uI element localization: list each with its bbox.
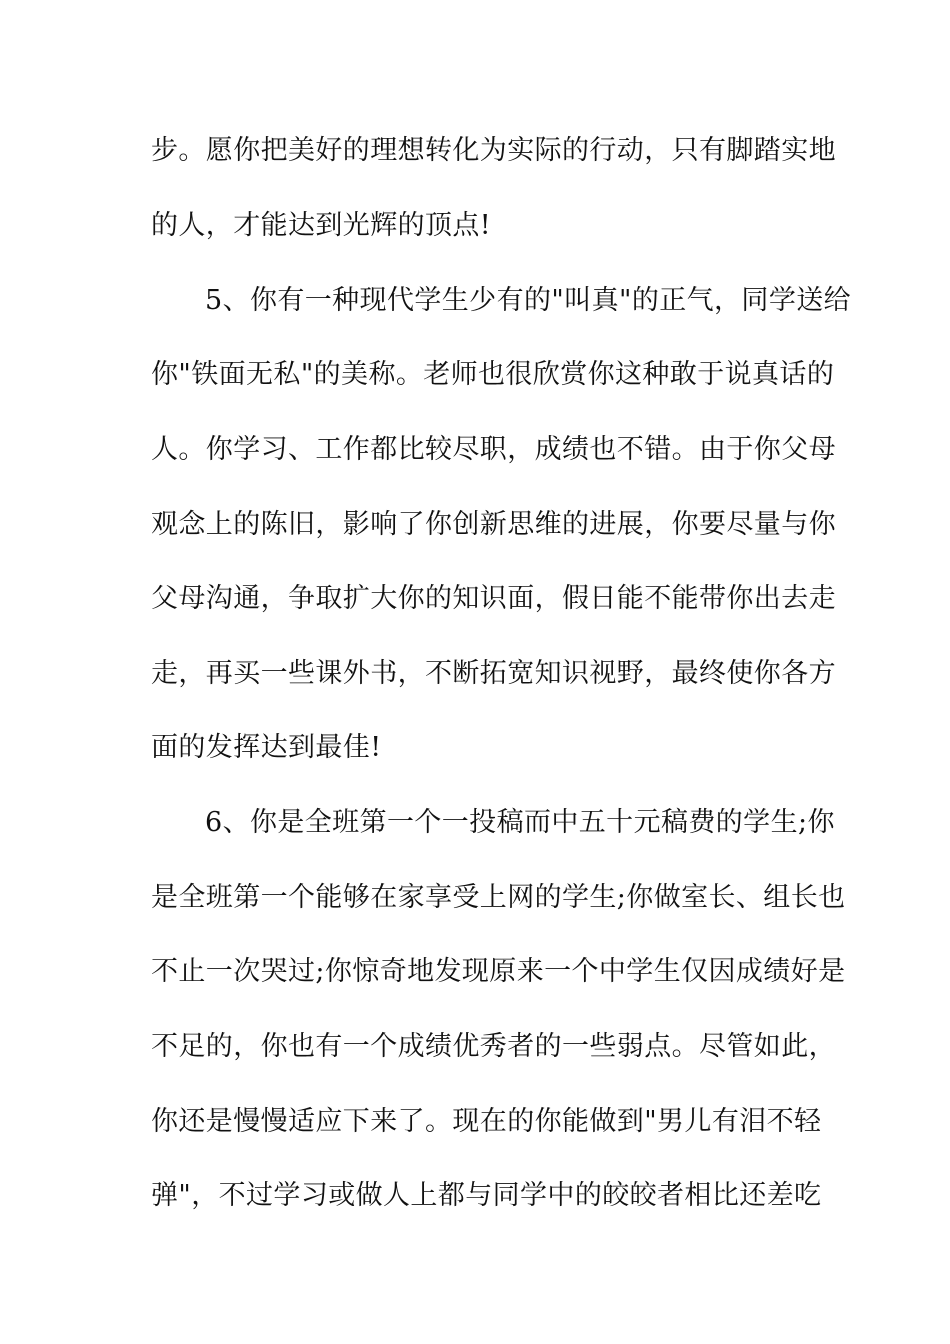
text-line: 不止一次哭过;你惊奇地发现原来一个中学生仅因成绩好是 (151, 956, 846, 987)
text-line: 你"铁面无私"的美称。老师也很欣赏你这种敢于说真话的 (151, 359, 835, 390)
text-line: 观念上的陈旧，影响了你创新思维的进展，你要尽量与你 (151, 509, 836, 540)
text-line: 是全班第一个能够在家享受上网的学生;你做室长、组长也 (151, 882, 846, 913)
text-line: 走，再买一些课外书，不断拓宽知识视野，最终使你各方 (151, 658, 836, 689)
text-line: 面的发挥达到最佳! (151, 732, 382, 763)
text-line: 弹"，不过学习或做人上都与同学中的皎皎者相比还差吃 (151, 1180, 822, 1211)
text-line: 你还是慢慢适应下来了。现在的你能做到"男儿有泪不轻 (151, 1106, 822, 1137)
paragraph-5-first-line: 5、你有一种现代学生少有的"叫真"的正气，同学送给 (205, 285, 852, 316)
text-line: 的人，才能达到光辉的顶点! (151, 210, 492, 241)
paragraph-6-first-line: 6、你是全班第一个一投稿而中五十元稿费的学生;你 (205, 807, 835, 838)
text-line: 不足的，你也有一个成绩优秀者的一些弱点。尽管如此， (151, 1031, 836, 1062)
text-line: 人。你学习、工作都比较尽职，成绩也不错。由于你父母 (151, 434, 836, 465)
text-line: 父母沟通，争取扩大你的知识面，假日能不能带你出去走 (151, 583, 836, 614)
text-line: 步。愿你把美好的理想转化为实际的行动，只有脚踏实地 (151, 135, 836, 166)
